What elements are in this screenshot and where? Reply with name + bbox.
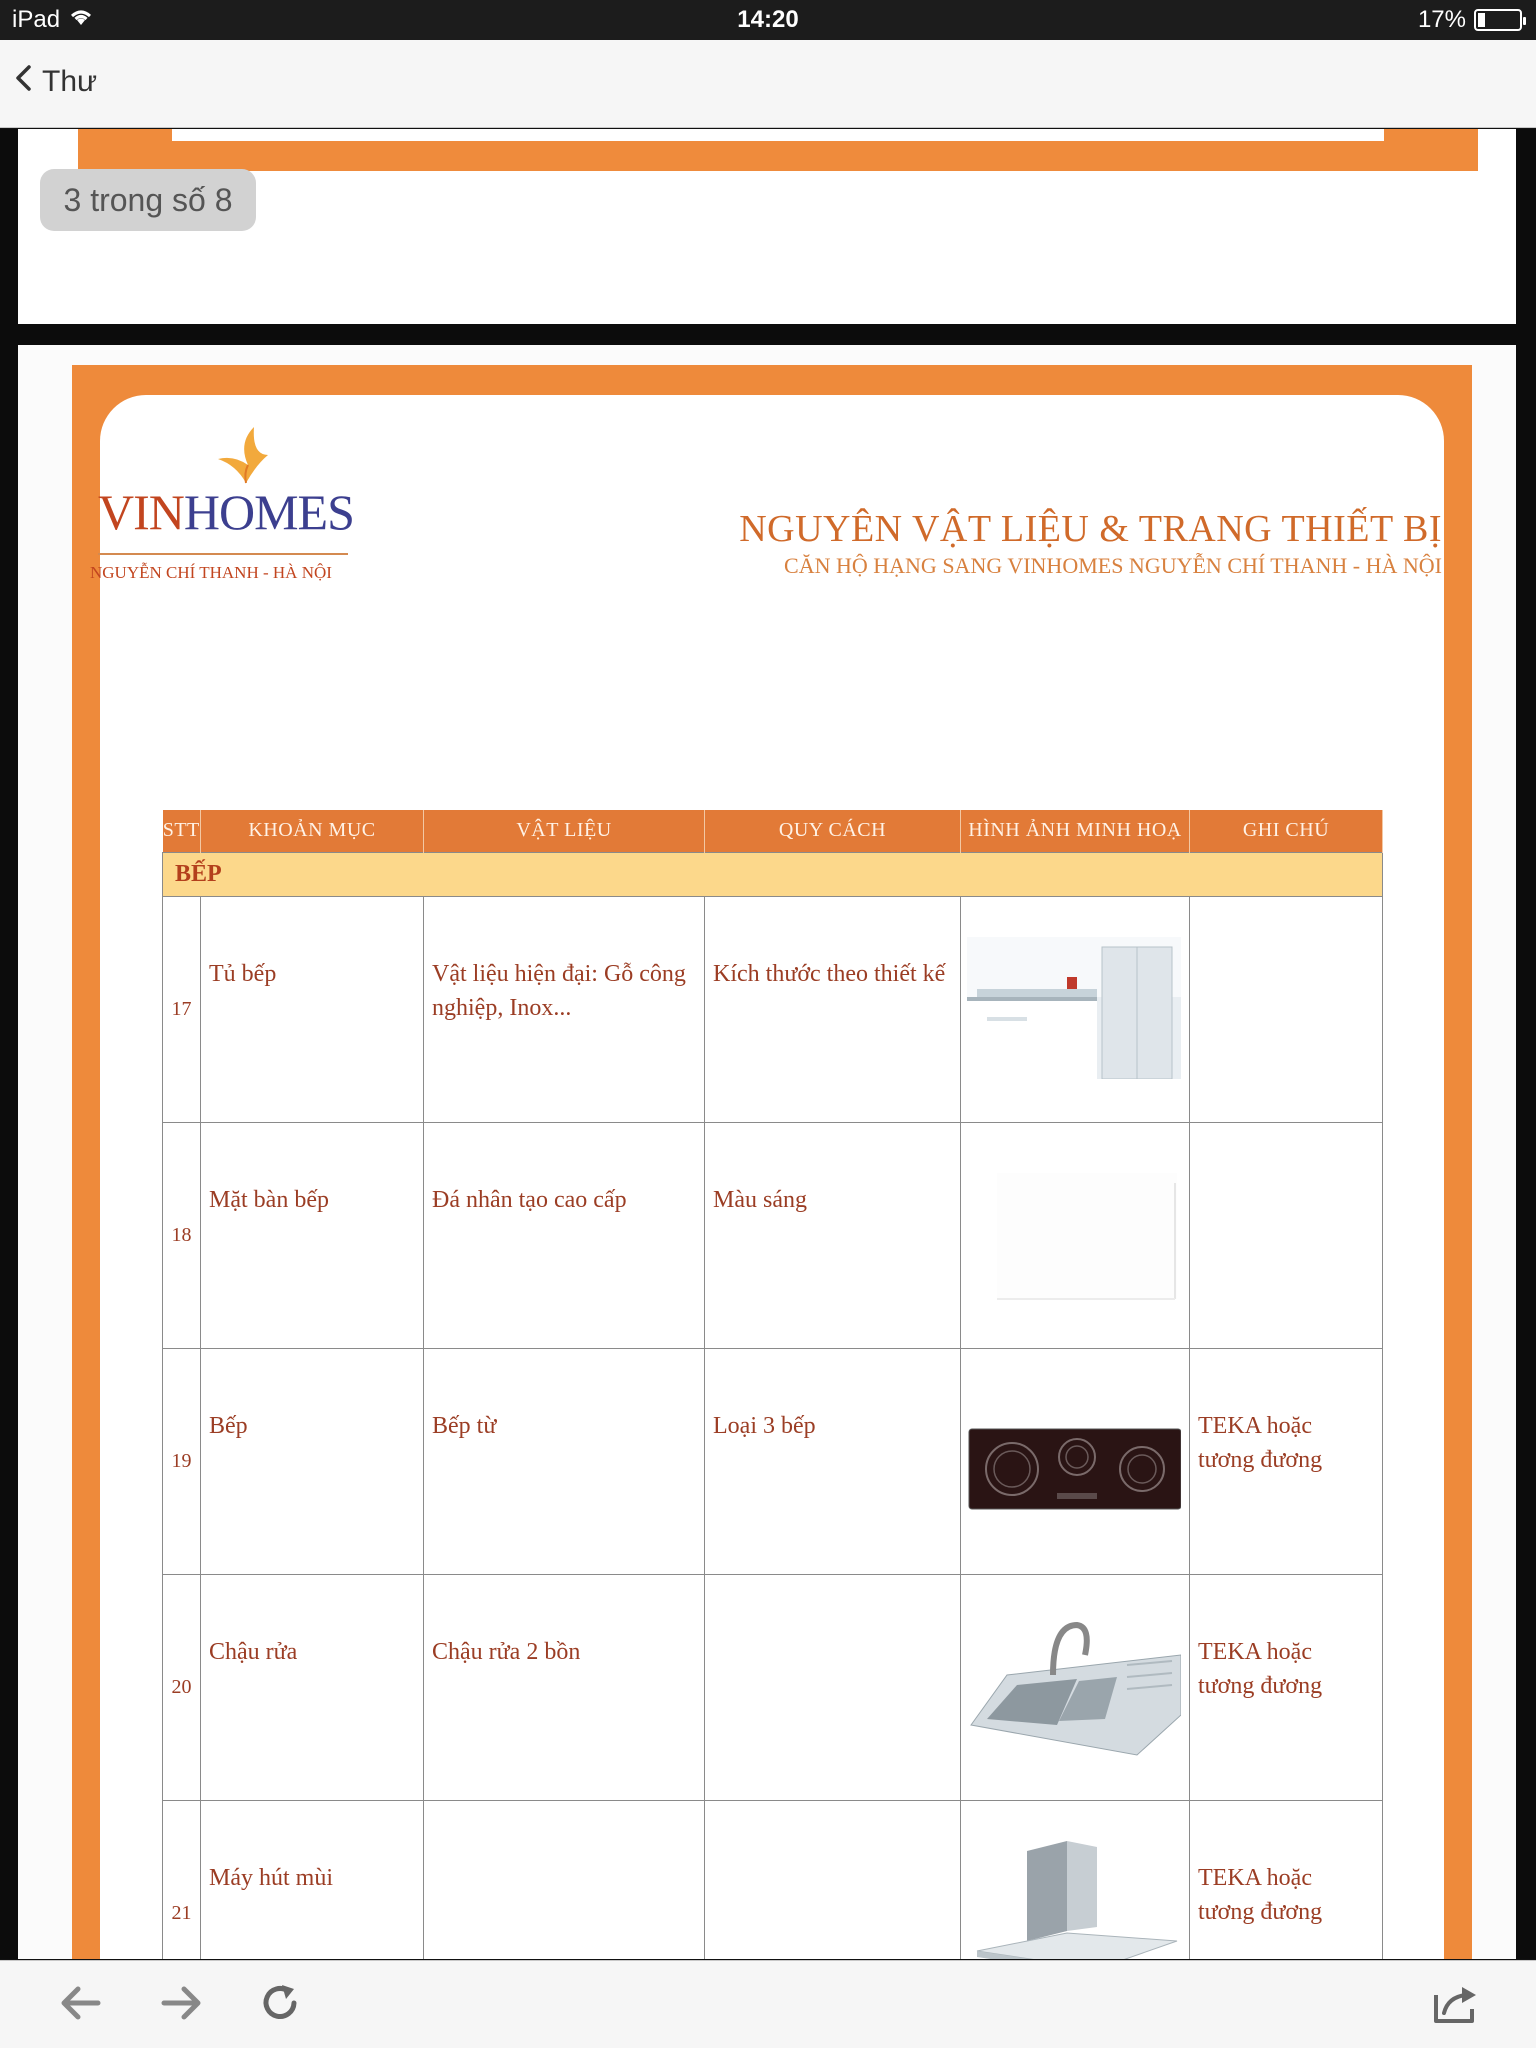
row-number: 19 xyxy=(163,1348,201,1574)
row-number: 21 xyxy=(163,1800,201,1959)
spec-cell xyxy=(705,1800,961,1959)
column-header: HÌNH ẢNH MINH HOẠ xyxy=(961,810,1190,852)
spec-cell: Kích thước theo thiết kế xyxy=(705,896,961,1122)
note-cell xyxy=(1190,896,1383,1122)
logo-brand: VINHOMES xyxy=(98,484,354,540)
material-cell: Đá nhân tạo cao cấp xyxy=(424,1122,705,1348)
range-hood-photo xyxy=(967,1841,1181,1960)
section-row xyxy=(163,852,1383,896)
bird-logo-icon xyxy=(208,425,278,490)
forward-arrow-icon[interactable] xyxy=(160,1981,202,2030)
column-header: STT xyxy=(163,810,201,852)
table-header-row xyxy=(163,810,1383,852)
section-label: BẾP xyxy=(163,852,1383,896)
logo-divider xyxy=(98,553,348,555)
item-cell: Chậu rửa xyxy=(201,1574,424,1800)
image-cell xyxy=(961,1574,1190,1800)
table-row xyxy=(163,1800,1383,1959)
table-row xyxy=(163,1348,1383,1574)
device-name: iPad xyxy=(12,6,61,33)
status-bar xyxy=(0,0,1536,40)
battery-icon xyxy=(1474,9,1522,31)
item-cell: Mặt bàn bếp xyxy=(201,1122,424,1348)
page-border-strip xyxy=(78,129,1478,171)
material-cell xyxy=(424,1800,705,1959)
image-cell xyxy=(961,1348,1190,1574)
note-cell: TEKA hoặc tương đương xyxy=(1190,1574,1383,1800)
document-heading xyxy=(739,507,1442,579)
column-header: GHI CHÚ xyxy=(1190,810,1383,852)
table-row xyxy=(163,1122,1383,1348)
spec-cell: Loại 3 bếp xyxy=(705,1348,961,1574)
back-button[interactable] xyxy=(14,64,97,100)
countertop-photo xyxy=(967,1163,1181,1305)
column-header: QUY CÁCH xyxy=(705,810,961,852)
document-title: NGUYÊN VẬT LIỆU & TRANG THIẾT BỊ xyxy=(739,508,1442,550)
kitchen-cabinet-photo xyxy=(967,937,1181,1079)
row-number: 18 xyxy=(163,1122,201,1348)
battery-percent: 17% xyxy=(1417,6,1466,33)
status-right xyxy=(1418,6,1522,34)
document-viewport[interactable] xyxy=(0,129,1536,1959)
back-label: Thư xyxy=(42,65,98,98)
item-cell: Máy hút mùi xyxy=(201,1800,424,1959)
reload-icon[interactable] xyxy=(260,1981,302,2030)
table-row xyxy=(163,896,1383,1122)
share-icon[interactable] xyxy=(1432,1981,1480,2030)
chevron-left-icon xyxy=(14,64,32,100)
image-cell xyxy=(961,896,1190,1122)
battery-fill xyxy=(1478,13,1485,27)
note-cell xyxy=(1190,1122,1383,1348)
bottom-toolbar xyxy=(0,1960,1536,2048)
nav-bar xyxy=(0,40,1536,128)
logo-location: NGUYỄN CHÍ THANH - HÀ NỘI xyxy=(90,563,332,582)
spec-cell xyxy=(705,1574,961,1800)
material-cell: Chậu rửa 2 bồn xyxy=(424,1574,705,1800)
note-cell: TEKA hoặc tương đương xyxy=(1190,1348,1383,1574)
vinhomes-logo xyxy=(90,425,388,585)
row-number: 20 xyxy=(163,1574,201,1800)
material-cell: Bếp từ xyxy=(424,1348,705,1574)
image-cell xyxy=(961,1122,1190,1348)
induction-cooktop-photo xyxy=(967,1389,1181,1531)
double-sink-photo xyxy=(967,1615,1181,1757)
column-header: KHOẢN MỤC xyxy=(201,810,424,852)
document-subtitle: CĂN HỘ HẠNG SANG VINHOMES NGUYỄN CHÍ THANH - HÀ NỘI xyxy=(784,553,1442,578)
document-page xyxy=(18,345,1516,1959)
column-header: VẬT LIỆU xyxy=(424,810,705,852)
image-cell xyxy=(961,1800,1190,1959)
spec-cell: Màu sáng xyxy=(705,1122,961,1348)
row-number: 17 xyxy=(163,896,201,1122)
item-cell: Tủ bếp xyxy=(201,896,424,1122)
material-cell: Vật liệu hiện đại: Gỗ công nghiệp, Inox... xyxy=(424,896,705,1122)
back-arrow-icon[interactable] xyxy=(60,1981,102,2030)
note-cell: TEKA hoặc tương đương xyxy=(1190,1800,1383,1959)
table-row xyxy=(163,1574,1383,1800)
page-counter-badge: 3 trong số 8 xyxy=(40,169,256,231)
materials-table xyxy=(162,810,1383,1959)
item-cell: Bếp xyxy=(201,1348,424,1574)
status-time: 14:20 xyxy=(737,6,799,33)
